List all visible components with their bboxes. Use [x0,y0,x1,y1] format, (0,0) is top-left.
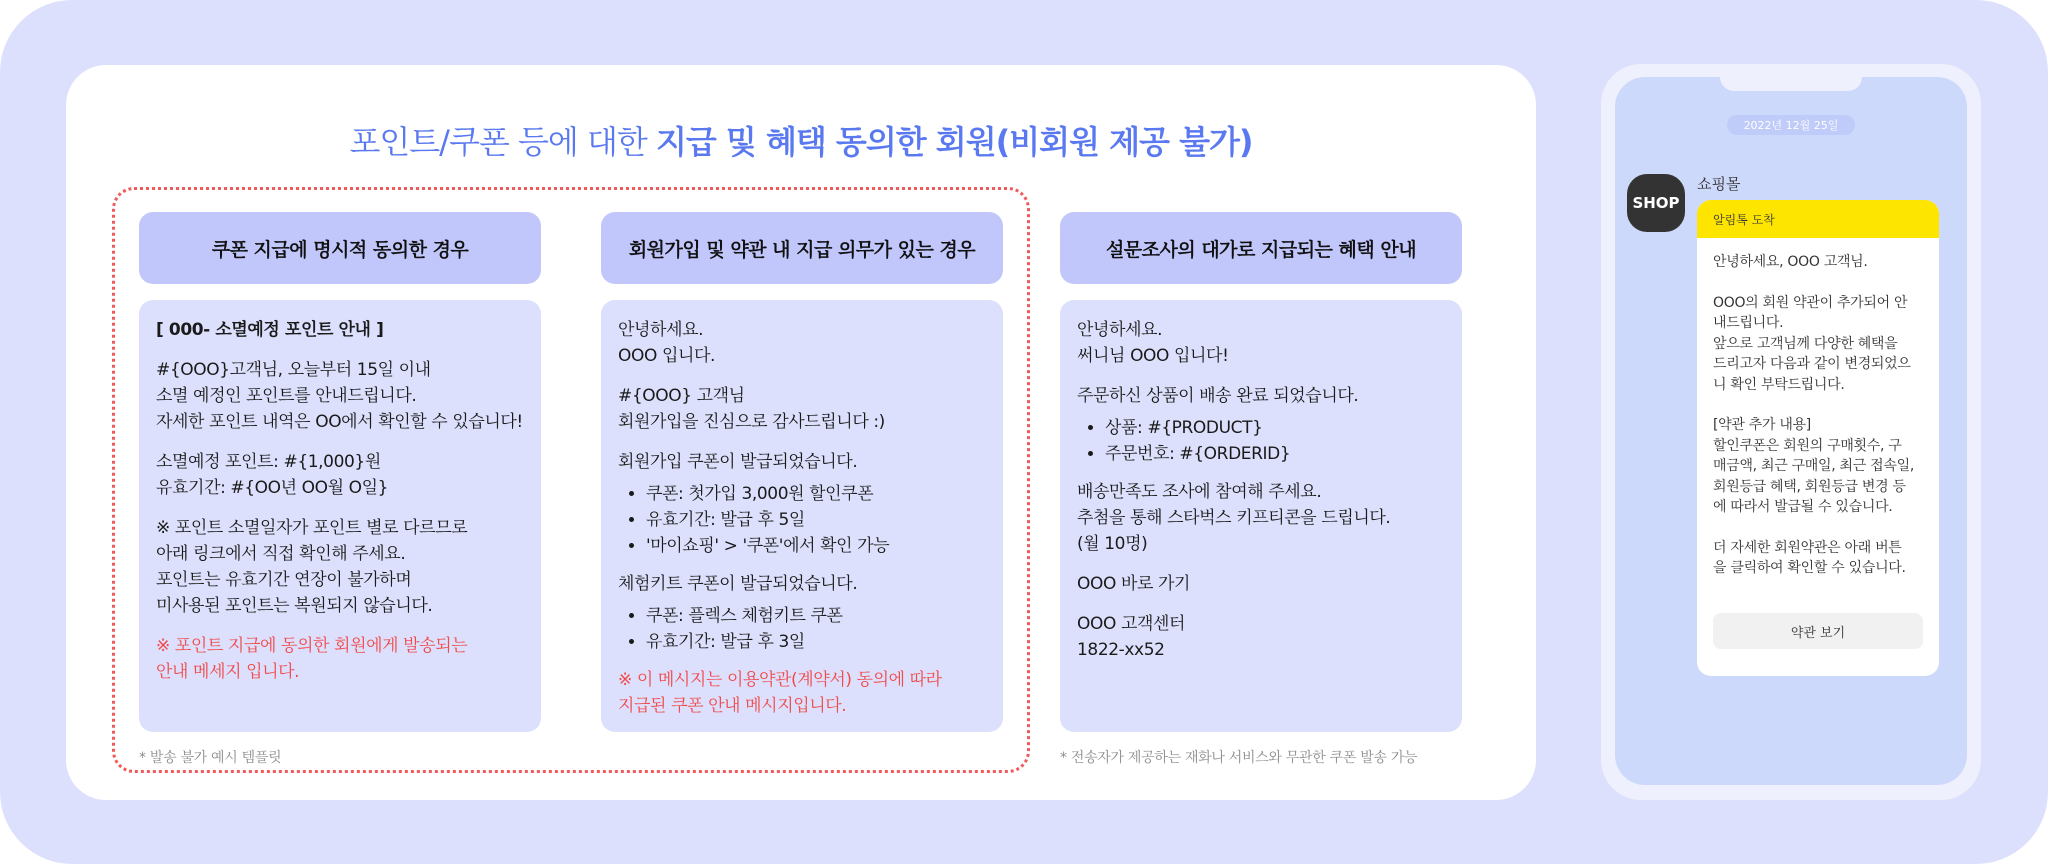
page-title-strong: 지급 및 혜택 동의한 회원(비회원 제공 불가) [655,123,1253,161]
page-title [66,117,1536,163]
message-bubble [1697,200,1939,676]
main-card [66,65,1536,800]
sender-name: 쇼핑몰 [1697,175,1741,193]
footnote-right: * 전송자가 제공하는 재화나 서비스와 무관한 쿠폰 발송 가능 [1060,750,1418,766]
bubble-header: 알림톡 도착 [1697,200,1939,238]
column-3-paragraph-2: 주문하신 상품이 배송 완료 되었습니다. [1077,386,1359,406]
column-3-paragraph-3: 배송만족도 조사에 참여해 주세요. 추첨을 통해 스타벅스 키프티콘을 드립니다. (월 10명) [1077,482,1391,554]
column-1-paragraph-3: ※ 포인트 소멸일자가 포인트 별로 다르므로 아래 링크에서 직접 확인해 주세요. 포인트는 유효기간 연장이 불가하며 미사용된 포인트는 복원되지 않습니다. [156,518,468,616]
column-2-message [601,300,1003,732]
column-2-note: ※ 이 메시지는 이용약관(계약서) 동의에 따라 지급된 쿠폰 안내 메시지입니다. [618,670,942,716]
column-1-header: 쿠폰 지급에 명시적 동의한 경우 [139,212,541,284]
column-1-title: [ 000- 소멸예정 포인트 안내 ] [156,320,384,340]
list-item: • 상품: #{PRODUCT} [1105,415,1445,441]
column-3-list-1 [1077,415,1445,467]
list-item: • 유효기간: 발급 후 3일 [646,629,986,655]
column-1-paragraph-1: #{OOO}고객님, 오늘부터 15일 이내 소멸 예정인 포인트를 안내드립니다. 자세한 포인트 내역은 OO에서 확인할 수 있습니다! [156,360,523,432]
column-2-paragraph-1: 안녕하세요. OOO 입니다. [618,320,716,366]
view-terms-button[interactable]: 약관 보기 [1713,613,1923,649]
column-1-paragraph-2: 소멸예정 포인트: #{1,000}원 유효기간: #{OO년 OO월 O일} [156,452,389,498]
column-2-paragraph-3: 회원가입 쿠폰이 발급되었습니다. [618,452,858,472]
column-3-paragraph-1: 안녕하세요. 써니님 OOO 입니다! [1077,320,1229,366]
list-item: • 쿠폰: 첫가입 3,000원 할인쿠폰 [646,481,986,507]
column-2-list-2 [618,603,986,655]
phone-notch [1720,77,1862,91]
list-item: • '마이쇼핑' > '쿠폰'에서 확인 가능 [646,533,986,559]
column-3-message [1060,300,1462,732]
column-1-message [139,300,541,732]
column-2-paragraph-4: 체험키트 쿠폰이 발급되었습니다. [618,574,858,594]
column-3-header: 설문조사의 대가로 지급되는 혜택 안내 [1060,212,1462,284]
column-2-header: 회원가입 및 약관 내 지급 의무가 있는 경우 [601,212,1003,284]
list-item: • 주문번호: #{ORDERID} [1105,441,1445,467]
list-item: • 유효기간: 발급 후 5일 [646,507,986,533]
column-3-link-text: OOO 바로 가기 [1077,574,1191,594]
column-2-paragraph-2: #{OOO} 고객님 회원가입을 진심으로 감사드립니다 :) [618,386,885,432]
column-3-paragraph-4: OOO 고객센터 1822-xx52 [1077,614,1186,660]
bubble-paragraph-2: OOO의 회원 약관이 추가되어 안 내드립니다. 앞으로 고객님께 다양한 혜택을 드리고자 다음과 같이 변경되었으 니 확인 부탁드립니다. [1713,294,1911,393]
footnote-left: * 발송 불가 예시 템플릿 [139,750,282,766]
phone-screen [1615,77,1967,785]
list-item: • 쿠폰: 플렉스 체험키트 쿠폰 [646,603,986,629]
bubble-text [1697,238,1939,579]
column-2-list-1 [618,481,986,559]
bubble-paragraph-3: [약관 추가 내용] 할인쿠폰은 회원의 구매횟수, 구 매금액, 최근 구매일, 최근 접속일, 회원등급 혜택, 회원등급 변경 등 에 따라서 발급될 수 있습니다. [1713,417,1914,515]
bubble-paragraph-4: 더 자세한 회원약관은 아래 버튼 을 클릭하여 확인할 수 있습니다. [1713,539,1906,576]
page-title-normal: 포인트/쿠폰 등에 대한 [349,123,656,161]
date-badge: 2022년 12월 25일 [1727,115,1855,135]
column-1-note: ※ 포인트 지급에 동의한 회원에게 발송되는 안내 메세지 입니다. [156,636,468,682]
bubble-paragraph-1: 안녕하세요, OOO 고객님. [1713,254,1868,270]
avatar: SHOP [1627,174,1685,232]
